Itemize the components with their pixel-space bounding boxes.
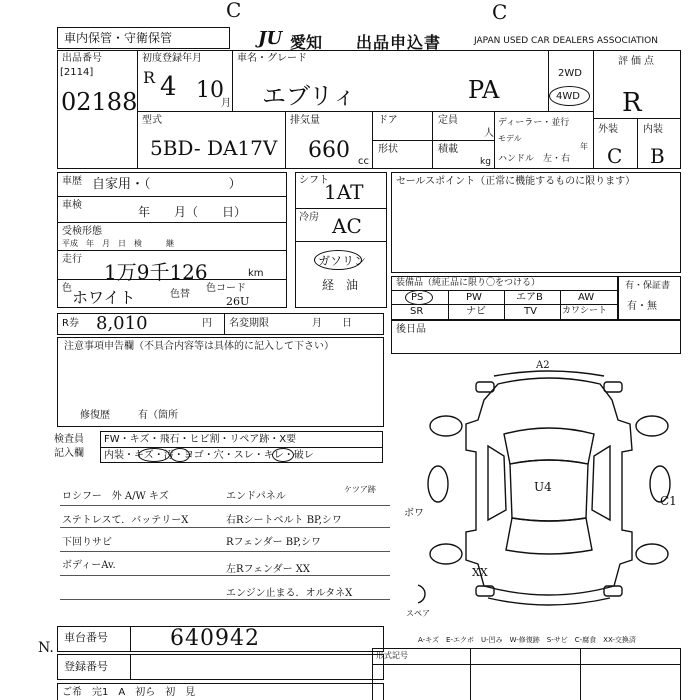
inherit-label: 受検形態 (62, 226, 102, 237)
ext-label: 外装 (598, 124, 618, 135)
int-label: 内装 (643, 124, 663, 135)
note-7: Rフェンダー BP,シワ (226, 537, 322, 548)
cc-unit: cc (358, 156, 369, 167)
inspector-int-row: 内装・キズ・汚・ヨゴ・穴・スレ・キレ・破レ (104, 450, 314, 461)
drive-2wd: 2WD (558, 68, 582, 79)
load-label: 積載 (438, 144, 458, 155)
equip-sr: SR (410, 306, 424, 317)
mark-c1: C1 (660, 494, 677, 508)
note-1: ロシフー 外 A/W キズ (62, 491, 169, 502)
note-6: 下回りサビ (62, 537, 112, 548)
inspection-label: 車検 (62, 200, 82, 211)
mark-spare: スペア (406, 609, 430, 618)
int-value: B (650, 144, 665, 168)
color-label: 色 (62, 283, 72, 294)
mark-u4: U4 (534, 480, 552, 494)
equip-navi: ナビ (466, 306, 486, 317)
manual-label: 有・保証書 (625, 281, 671, 291)
inherit-sub: 平成 年 月 日 検 継 (62, 239, 174, 248)
later-frame (391, 320, 681, 354)
mark-bowa: ボワ (404, 508, 424, 519)
fuel-value: ガソリン (318, 254, 367, 268)
wear-circle (272, 448, 294, 462)
repair-value: 有（箇所 (138, 410, 178, 421)
equip-ps: PS (411, 292, 424, 303)
color-value: ホワイト (72, 288, 136, 307)
mileage-unit: km (248, 268, 264, 279)
model-name: エブリィ (262, 82, 357, 110)
drive-4wd: 4WD (556, 91, 580, 102)
cc-value: 660 (308, 138, 350, 163)
handle-label: ハンドル 左・右 (498, 154, 571, 164)
sales-point-frame (391, 172, 681, 273)
dirt-circle (170, 448, 190, 462)
tail-row: ご希 完1 A 初ら 初 見 (62, 687, 206, 698)
month-unit: 月 (221, 98, 231, 109)
mileage-value: 1万9千126 (104, 260, 208, 284)
name-change-value: 月 日 (312, 318, 352, 329)
shape-label: 形状 (378, 144, 398, 155)
equip-aw: AW (578, 292, 595, 303)
equip-leather: カワシート (562, 306, 608, 316)
mark-xx: XX (472, 566, 488, 579)
mileage-label: 走行 (62, 254, 82, 265)
top-mark-left: C (226, 0, 242, 22)
recycle-value: 8,010 (96, 313, 148, 334)
lot-number: 02188 (61, 88, 138, 116)
color-code-label: 色コード (206, 283, 246, 294)
equip-pw: PW (466, 292, 482, 303)
score-value: R (622, 88, 642, 118)
note-2: エンドパネル (226, 491, 286, 502)
load-unit: kg (480, 157, 491, 167)
type-label: 型式 (142, 115, 162, 126)
inspector-fw-row: FW・キズ・飛石・ヒビ割・リペア跡・X要 (104, 434, 297, 445)
note-3: ケツア跡 (344, 485, 376, 494)
manual-value: 有・無 (627, 301, 657, 312)
model-year-label: モデル (498, 134, 522, 143)
registration-label: 登録番号 (64, 660, 108, 673)
first-reg-label: 初度登録年月 (142, 53, 202, 64)
manual-frame (618, 276, 681, 320)
dealer-label: ディーラー・並行 (498, 118, 570, 128)
logo-mark: JU (258, 28, 283, 49)
reg-month: 10 (196, 78, 224, 103)
use-value: 自家用・（ ） (92, 177, 242, 192)
size-frame (372, 648, 681, 700)
recycle-label: R券 (62, 318, 79, 329)
name-change-label: 名変期限 (229, 318, 269, 329)
fuel-label: 経 油 (322, 278, 359, 292)
logo-text: 愛知 (290, 33, 323, 52)
inspector-label-2: 記入欄 (54, 448, 84, 459)
use-label: 車歴 (62, 176, 82, 187)
scratch-circle (138, 448, 170, 462)
model-label: 車名・グレード (237, 53, 307, 64)
form-title: 出品申込書 (356, 33, 442, 52)
ac-label: 冷房 (299, 212, 319, 223)
association-name: JAPAN USED CAR DEALERS ASSOCIATION (474, 36, 658, 46)
reg-year: 4 (160, 72, 177, 102)
note-4: ステトレスて．バッテリーX (62, 515, 189, 526)
storage-box (57, 27, 230, 49)
inspection-value: 年 月（ 日） (138, 205, 247, 219)
chassis-label: 車台番号 (64, 631, 108, 644)
ext-value: C (607, 144, 623, 168)
cc-label: 排気量 (290, 115, 320, 126)
era: R (143, 68, 156, 87)
recycle-unit: 円 (202, 318, 212, 329)
equip-airbag: エアB (516, 292, 543, 303)
color-change-label: 色替 (170, 289, 190, 300)
equipment-label: 装備品（純正品に限り〇をつける） (396, 278, 541, 288)
size-label: 形式記号 (376, 651, 408, 660)
storage-label: 車内保管・守衛保管 (64, 31, 173, 45)
type-value: 5BD- DA17V (150, 136, 278, 160)
damage-legend: A-キズ E-エクボ U-凹み W-修復跡 S-サビ C-腐食 XX-交換済 (418, 636, 636, 644)
repair-label: 修復歴 (80, 410, 110, 421)
color-code: 26U (226, 295, 250, 308)
door-label: ドア (378, 115, 398, 126)
remarks-label: 注意事項申告欄（不具合内容等は具体的に記入して下さい） (64, 341, 334, 352)
inspector-label-1: 検査員 (54, 434, 84, 445)
equip-tv: TV (524, 306, 537, 317)
lot-label: 出品番号 (62, 53, 102, 64)
grade: PA (468, 76, 500, 104)
shift-label: シフト (299, 175, 329, 186)
later-label: 後日品 (396, 324, 426, 335)
shift-value: 1AT (324, 180, 364, 204)
top-mark-right: C (492, 0, 508, 24)
note-10: エンジン止まる．オルタネX (226, 588, 353, 599)
note-9: 左Rフェンダー XX (226, 564, 311, 575)
ac-value: AC (332, 214, 362, 238)
score-label: 評価点 (618, 56, 657, 67)
chassis-value: 640942 (170, 626, 260, 651)
lot-sub: [2114] (60, 67, 94, 78)
sales-point-label: セールスポイント（正常に機能するものに限ります） (396, 176, 636, 187)
mark-a2: A2 (536, 360, 550, 371)
model-year-unit: 年 (580, 142, 588, 151)
note-8: ボディーAv. (62, 560, 116, 571)
capacity-unit: 人 (484, 128, 494, 139)
margin-mark: N. (38, 640, 54, 656)
capacity-label: 定員 (438, 115, 458, 126)
note-5: 右Rシートベルト BP,シワ (226, 515, 342, 526)
